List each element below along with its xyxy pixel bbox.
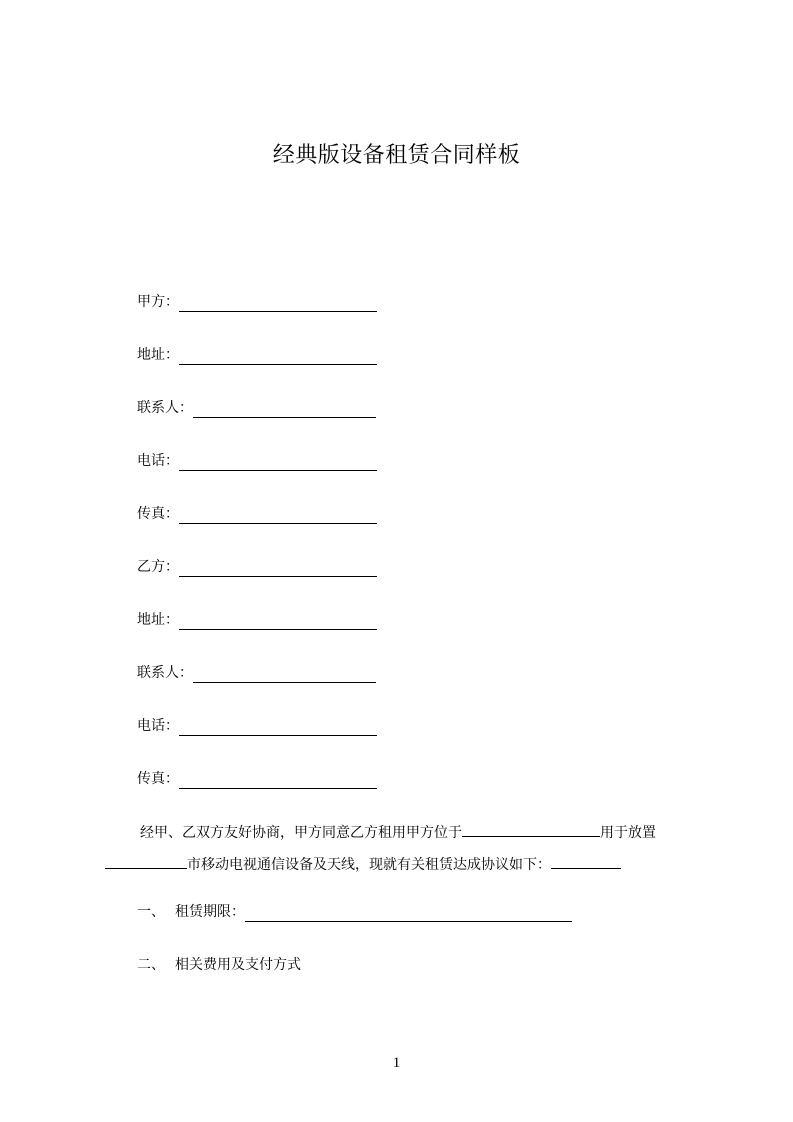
section-1-number: 一、: [137, 904, 165, 920]
party-a-phone-blank[interactable]: [179, 454, 377, 471]
party-a-address-blank[interactable]: [179, 348, 377, 365]
section-fees-payment: [137, 955, 301, 975]
paragraph-part3: 市移动电视通信设备及天线，现就有关租赁达成协议如下：: [187, 857, 551, 873]
party-b-phone-label: 电话：: [137, 718, 179, 734]
party-a-fax-label: 传真：: [137, 506, 179, 522]
party-a-phone-label: 电话：: [137, 453, 179, 469]
party-a-blank[interactable]: [179, 295, 377, 312]
party-a-field: [137, 290, 377, 312]
section-2-number: 二、: [137, 957, 165, 973]
party-b-contact-label: 联系人：: [137, 665, 193, 681]
party-b-phone-field: [137, 714, 377, 736]
agreement-blank[interactable]: [551, 854, 621, 869]
party-b-phone-blank[interactable]: [179, 719, 377, 736]
document-title: 经典版设备租赁合同样板: [272, 143, 521, 168]
party-b-label: 乙方：: [137, 559, 179, 575]
party-b-blank[interactable]: [179, 560, 377, 577]
party-b-contact-blank[interactable]: [193, 666, 376, 683]
section-1-text: 租赁期限：: [175, 904, 245, 920]
paragraph-part2: 用于放置: [600, 825, 656, 841]
party-b-fax-label: 传真：: [137, 771, 179, 787]
party-a-fax-blank[interactable]: [179, 507, 377, 524]
party-a-contact-field: [137, 396, 376, 418]
party-b-fax-field: [137, 767, 377, 789]
section-lease-term: [137, 902, 572, 922]
party-b-address-label: 地址：: [137, 612, 179, 628]
party-b-field: [137, 555, 377, 577]
section-2-text: 相关费用及支付方式: [175, 957, 301, 973]
party-a-address-field: [137, 343, 377, 365]
party-a-contact-label: 联系人：: [137, 400, 193, 416]
party-b-address-blank[interactable]: [179, 613, 377, 630]
party-a-label: 甲方：: [137, 294, 179, 310]
party-b-contact-field: [137, 661, 376, 683]
page-number: 1: [392, 1055, 401, 1071]
paragraph-part1: 经甲、乙双方友好协商，甲方同意乙方租用甲方位于: [140, 825, 462, 841]
party-b-address-field: [137, 608, 377, 630]
city-blank[interactable]: [105, 854, 187, 869]
party-a-phone-field: [137, 449, 377, 471]
party-a-address-label: 地址：: [137, 347, 179, 363]
party-a-contact-blank[interactable]: [193, 401, 376, 418]
lease-term-blank[interactable]: [245, 905, 572, 922]
party-a-fax-field: [137, 502, 377, 524]
location-blank[interactable]: [462, 822, 600, 837]
party-b-fax-blank[interactable]: [179, 772, 377, 789]
agreement-paragraph: [105, 817, 688, 881]
